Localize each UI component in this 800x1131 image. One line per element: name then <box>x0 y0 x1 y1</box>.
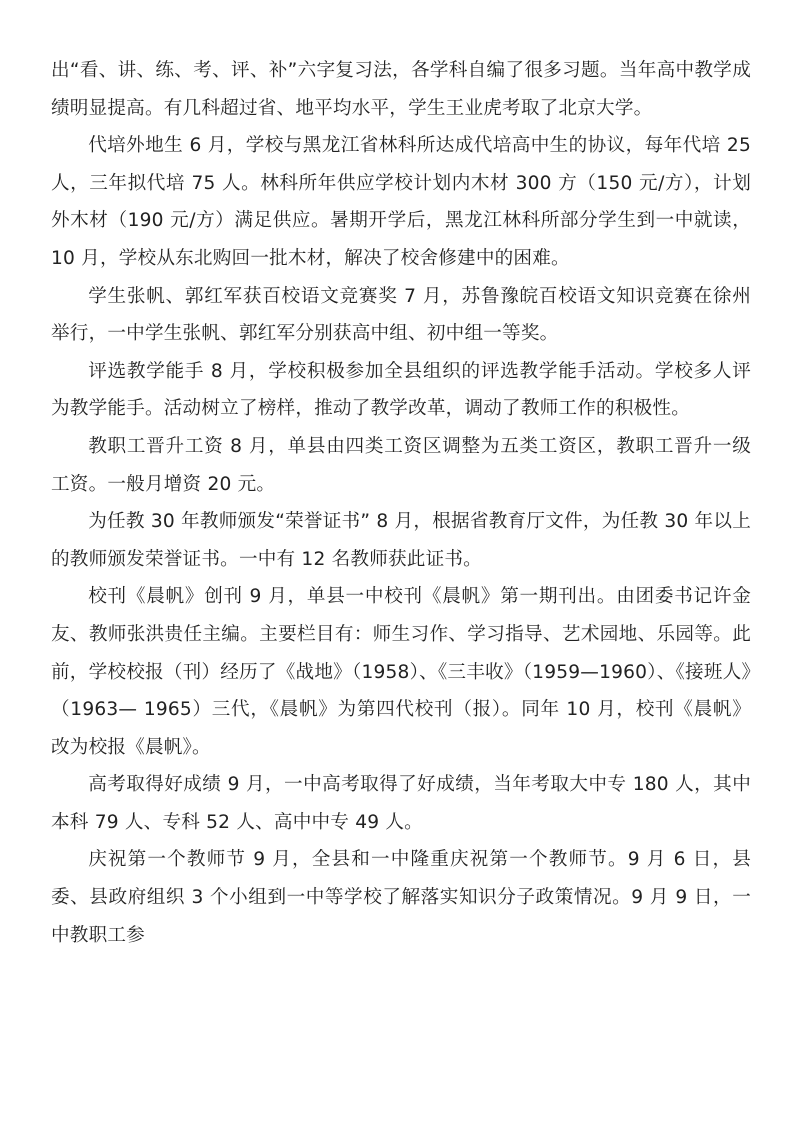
paragraph-teaching-experts: 评选教学能手 8 月，学校积极参加全县组织的评选教学能手活动。学校多人评为教学能手。活动树立了榜样，推动了教学改革，调动了教师工作的积极性。 <box>51 360 751 420</box>
paragraph-review-method: 出“看、讲、练、考、评、补”六字复习法，各学科自编了很多习题。当年高中教学成绩明显提高。有几科超过省、地平均水平，学生王业虎考取了北京大学。 <box>51 60 751 119</box>
paragraph-exam-results: 高考取得好成绩 9 月，一中高考取得了好成绩，当年考取大中专 180 人，其中本科 79 人、专科 52 人、高中中专 49 人。 <box>51 774 751 833</box>
paragraph-honor-certificate: 为任教 30 年教师颁发“荣誉证书” 8 月，根据省教育厅文件，为任教 30 年以上的教师颁发荣誉证书。一中有 12 名教师获此证书。 <box>51 511 751 570</box>
paragraph-training-students: 代培外地生 6 月，学校与黑龙江省林科所达成代培高中生的协议，每年代培 25 人，三年拟代培 75 人。林科所年供应学校计划内木材 300 方（150 元/方），计划外木材（190 元/方）满足供应。暑期开学后，黑龙江林科所部分学生到一中就读，10 月，学校从东北购回一批木材，解决了校舍修建中的困难。 <box>51 135 751 269</box>
paragraph-salary-raise: 教职工晋升工资 8 月，单县由四类工资区调整为五类工资区，教职工晋升一级工资。一般月增资 20 元。 <box>51 435 751 495</box>
document-page <box>51 52 751 954</box>
paragraph-school-journal: 校刊《晨帆》创刊 9 月，单县一中校刊《晨帆》第一期刊出。由团委书记许金友、教师张洪贵任主编。主要栏目有：师生习作、学习指导、艺术园地、乐园等。此前，学校校报（刊）经历了《战地》（1958）、《三丰收》（1959—1960）、《接班人》（1963— 1965）三代，《晨帆》为第四代校刊（报）。同年 10 月，校刊《晨帆》改为校报《晨帆》。 <box>51 586 751 758</box>
paragraph-teachers-day: 庆祝第一个教师节 9 月，全县和一中隆重庆祝第一个教师节。9 月 6 日，县委、县政府组织 3 个小组到一中等学校了解落实知识分子政策情况。9 月 9 日，一中教职工参 <box>51 849 751 946</box>
paragraph-chinese-contest: 学生张帆、郭红军获百校语文竞赛奖 7 月，苏鲁豫皖百校语文知识竞赛在徐州举行，一中学生张帆、郭红军分别获高中组、初中组一等奖。 <box>51 285 751 345</box>
